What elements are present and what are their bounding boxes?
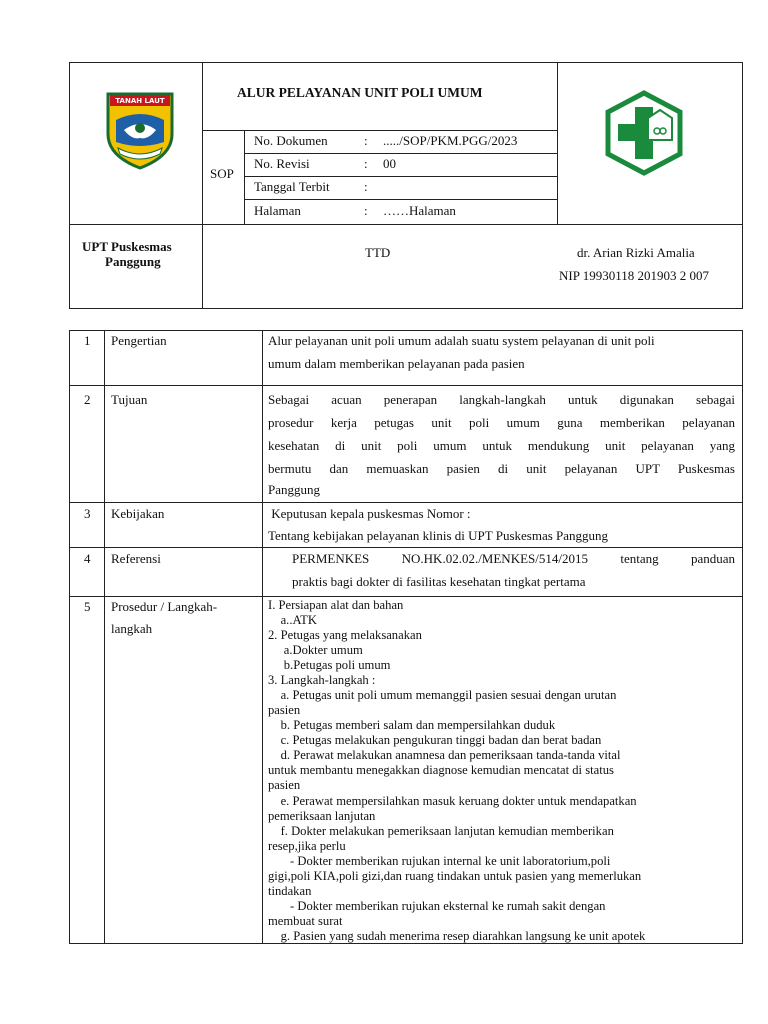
procedure-line: b.Petugas poli umum: [268, 658, 391, 672]
row-number: 4: [84, 551, 91, 566]
procedure-line: pasien: [268, 703, 301, 717]
procedure-line: 2. Petugas yang melaksanakan: [268, 628, 422, 642]
signer-nip: NIP 19930118 201903 2 007: [559, 268, 709, 283]
row-label: langkah: [111, 621, 153, 636]
procedure-line: pasien: [268, 778, 301, 792]
row-text-line: Tentang kebijakan pelayanan klinis di UPT Puskesmas Panggung: [268, 528, 609, 543]
procedure-line: c. Petugas melakukan pengukuran tinggi badan dan berat badan: [268, 733, 602, 747]
row-number: 1: [84, 333, 91, 348]
field-label: Halaman: [254, 203, 301, 218]
field-sep: :: [364, 156, 368, 171]
row-text-line: PERMENKES NO.HK.02.02./MENKES/514/2015 tentang panduan: [292, 551, 735, 566]
procedure-line: resep,jika perlu: [268, 839, 346, 853]
procedure-line: g. Pasien yang sudah menerima resep diarahkan langsung ke unit apotek: [268, 929, 646, 943]
procedure-line: d. Perawat melakukan anamnesa dan pemeriksaan tanda-tanda vital: [268, 748, 621, 762]
field-sep: :: [364, 203, 368, 218]
procedure-line: a..ATK: [268, 613, 317, 627]
procedure-line: a. Petugas unit poli umum memanggil pasien sesuai dengan urutan: [268, 688, 617, 702]
procedure-line: 3. Langkah-langkah :: [268, 673, 376, 687]
ttd-label: TTD: [365, 245, 391, 260]
procedure-line: I. Persiapan alat dan bahan: [268, 598, 404, 612]
row-text-line: Sebagai acuan penerapan langkah-langkah untuk digunakan sebagai: [268, 392, 735, 407]
field-label: Tanggal Terbit: [254, 179, 330, 194]
row-label: Kebijakan: [111, 506, 165, 521]
row-number: 2: [84, 392, 91, 407]
document-title: ALUR PELAYANAN UNIT POLI UMUM: [237, 85, 483, 100]
procedure-line: tindakan: [268, 884, 312, 898]
row-text-line: praktis bagi dokter di fasilitas kesehatan tingkat pertama: [292, 574, 586, 589]
row-text-line: kesehatan di unit poli umum untuk mendukung unit pelayanan yang: [268, 438, 735, 453]
procedure-line: pemeriksaan lanjutan: [268, 809, 376, 823]
procedure-line: a.Dokter umum: [268, 643, 363, 657]
org-name-line2: Panggung: [105, 254, 161, 269]
row-text-line: Alur pelayanan unit poli umum adalah suatu system pelayanan di unit poli: [268, 333, 655, 348]
field-value: ...../SOP/PKM.PGG/2023: [383, 133, 518, 148]
row-label: Tujuan: [111, 392, 148, 407]
row-number: 5: [84, 599, 91, 614]
row-text-line: bermutu dan memuaskan pasien di unit pelayanan UPT Puskesmas: [268, 461, 735, 476]
signer-name: dr. Arian Rizki Amalia: [577, 245, 695, 260]
procedure-line: e. Perawat mempersilahkan masuk keruang dokter untuk mendapatkan: [268, 794, 637, 808]
org-name-line1: UPT Puskesmas: [82, 239, 172, 254]
procedure-line: untuk membantu menegakkan diagnose kemudian mencatat di status: [268, 763, 614, 777]
procedure-line: - Dokter memberikan rujukan eksternal ke rumah sakit dengan: [268, 899, 606, 913]
row-text-line: umum dalam memberikan pelayanan pada pasien: [268, 356, 525, 371]
row-text-line: Keputusan kepala puskesmas Nomor :: [268, 506, 471, 521]
row-number: 3: [84, 506, 91, 521]
row-label: Pengertian: [111, 333, 167, 348]
procedure-line: b. Petugas memberi salam dan mempersilahkan duduk: [268, 718, 556, 732]
field-label: No. Revisi: [254, 156, 310, 171]
field-sep: :: [364, 179, 368, 194]
row-label: Referensi: [111, 551, 161, 566]
field-label: No. Dokumen: [254, 133, 328, 148]
field-value: 00: [383, 156, 396, 171]
procedure-line: membuat surat: [268, 914, 343, 928]
puskesmas-logo: [604, 90, 684, 176]
row-text-line: prosedur kerja petugas unit poli umum guna memberikan pelayanan: [268, 415, 735, 430]
field-sep: :: [364, 133, 368, 148]
row-label: Prosedur / Langkah-: [111, 599, 218, 614]
sop-label: SOP: [210, 166, 234, 181]
row-text-line: Panggung: [268, 482, 320, 497]
procedure-line: f. Dokter melakukan pemeriksaan lanjutan kemudian memberikan: [268, 824, 614, 838]
tanah-laut-logo: [104, 90, 176, 170]
procedure-line: gigi,poli KIA,poli gizi,dan ruang tindakan untuk pasien yang memerlukan: [268, 869, 642, 883]
svg-text:TANAH LAUT: TANAH LAUT: [115, 97, 165, 105]
field-value: ……Halaman: [383, 203, 456, 218]
procedure-line: - Dokter memberikan rujukan internal ke unit laboratorium,poli: [268, 854, 611, 868]
